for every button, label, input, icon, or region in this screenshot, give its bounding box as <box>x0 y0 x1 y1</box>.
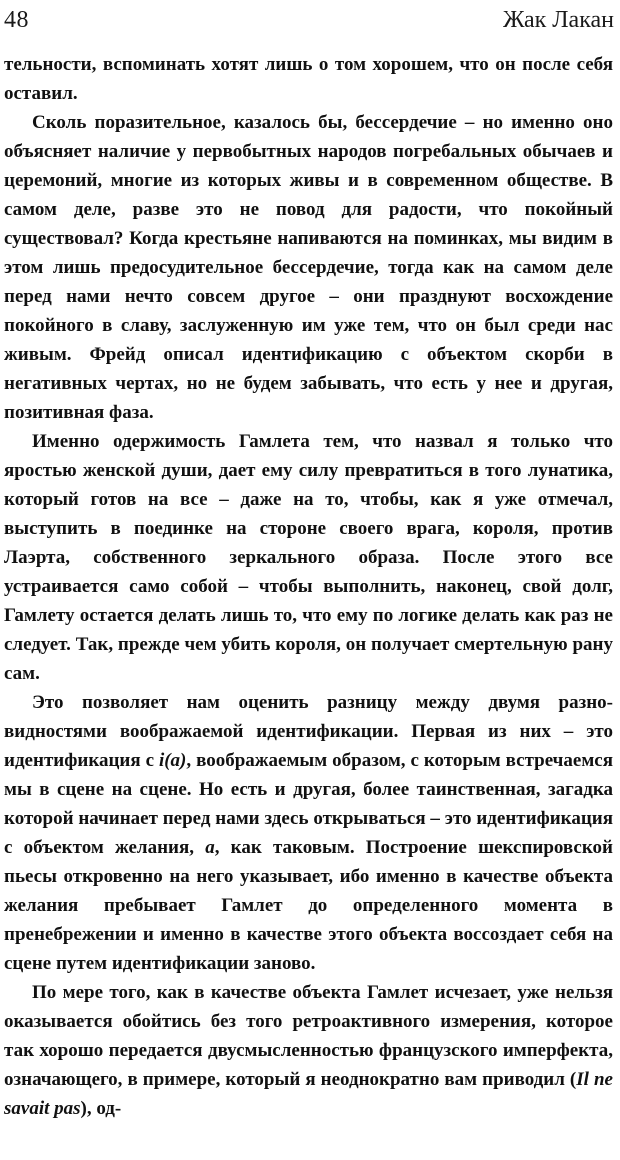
french-phrase: Il ne savait pas <box>4 1069 613 1119</box>
body-text <box>4 50 613 1123</box>
paragraph-3-text: Именно одержимость Гамлета тем, что назвал я только что яростью женской души, дает ему силу превратиться в того лунатика, который готов на все – даже на то, чтобы, как я уже отмечал, выступить в поединке на стороне своего врага, короля, против Лаэрта, собственного зеркального образа. После этого все устраивается само собой – чтобы выполнить, наконец, свой долг, Гамлету остается делать лишь то, что ему по логике делать как раз не следует. Так, прежде чем убить короля, он получает смертельную рану сам. <box>4 431 613 684</box>
paragraph-5 <box>4 978 613 1123</box>
paragraph-2-text: Сколь поразительное, казалось бы, бессердечие – но именно оно объясняет наличие у первобытных народов погребальных обычаев и церемоний, многие из которых живы и в современном обществе. В самом деле, разве это не повод для радости, что покойный существовал? Когда крестьяне напиваются на поминках, мы видим в этом лишь предосудительное бессердечие, тогда как на самом деле перед нами нечто совсем другое – они празднуют восхождение покойного в славу, заслуженную им уже тем, что он был среди нас живым. Фрейд описал идентификацию с объектом скорби в негативных чертах, но не будем забывать, что есть у нее и другая, позитивная фаза. <box>4 112 613 423</box>
paragraph-5-text-a: По мере того, как в качестве объекта Гамлет исчезает, уже нельзя оказывается обойтись без того ретроактивного измерения, которое так хорошо передается двусмысленностью французского имперфекта, означающего, в примере, который я неоднократно вам приводил ( <box>4 982 613 1090</box>
paragraph-4-text-c: , как таковым. Построение шекспировской пьесы откровенно на него указывает, ибо именно в качестве объекта желания пребывает Гамлет до определенного момента в пренебрежении и именно в качестве этого объекта воссоздает себя на сцене путем идентификации заново. <box>4 837 614 974</box>
paragraph-5-text-b: ), од- <box>80 1098 122 1119</box>
paragraph-4-text-b: , воображаемым образом, с которым встречаемся мы в сцене на сцене. Но есть и другая, более таинственная, загадка которой начинает перед нами здесь открываться – это идентификация с объектом желания, <box>4 750 613 858</box>
paragraph-4 <box>4 688 613 978</box>
paragraph-4-text-a: Это позволяет нам оценить разницу между двумя разновидностями воображаемой идентификации. Первая из них – это идентификация с <box>4 692 613 771</box>
paragraph-2 <box>4 108 613 427</box>
paragraph-1 <box>4 50 613 108</box>
formula-i-a: i(a) <box>158 750 187 771</box>
page-header <box>4 2 614 38</box>
running-head-author: Жак Лакан <box>503 7 614 33</box>
paragraph-3 <box>4 427 613 688</box>
formula-a: a <box>205 837 215 858</box>
paragraph-1-text: тельности, вспоминать хотят лишь о том хорошем, что он после себя оставил. <box>4 54 613 104</box>
page-number: 48 <box>4 7 29 33</box>
